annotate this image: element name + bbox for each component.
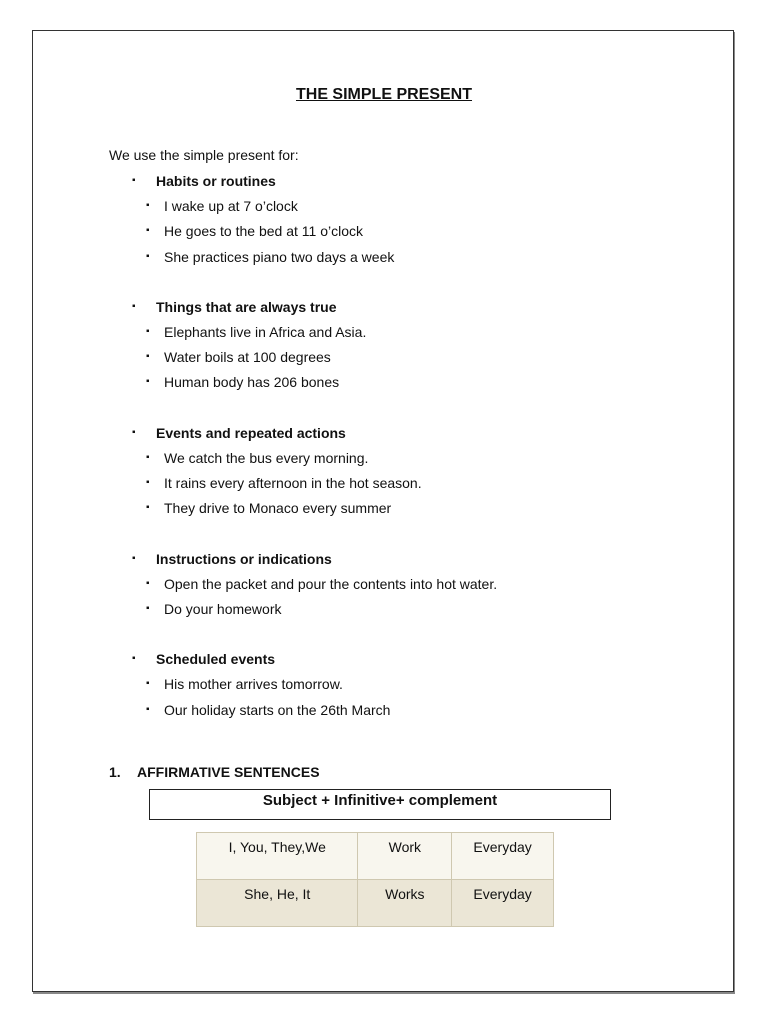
square-bullet-icon: ▪ <box>146 225 150 237</box>
section-repeated-actions <box>0 424 768 525</box>
verb-cell: Work <box>358 833 452 880</box>
list-item <box>0 499 768 524</box>
list-item-text: They drive to Monaco every summer <box>164 500 392 517</box>
section-heading <box>0 550 768 575</box>
subject-cell: She, He, It <box>197 880 358 927</box>
square-bullet-icon: ▪ <box>146 477 150 489</box>
section-heading-text: Habits or routines <box>156 173 276 189</box>
square-bullet-icon: ▪ <box>146 351 150 363</box>
list-item <box>0 197 768 222</box>
square-bullet-icon: ▪ <box>146 502 150 514</box>
square-bullet-icon: ▪ <box>146 577 150 589</box>
list-item <box>0 348 768 373</box>
section-always-true <box>0 298 768 399</box>
square-bullet-icon: ▪ <box>146 250 150 262</box>
list-item-text: She practices piano two days a week <box>164 248 395 265</box>
square-bullet-icon: ▪ <box>132 653 136 665</box>
square-bullet-icon: ▪ <box>146 678 150 690</box>
intro-text: We use the simple present for: <box>109 147 299 163</box>
square-bullet-icon: ▪ <box>132 552 136 564</box>
square-bullet-icon: ▪ <box>132 300 136 312</box>
section-heading-text: Instructions or indications <box>156 550 332 567</box>
section-scheduled-events <box>0 650 768 726</box>
list-item-text: Do your homework <box>164 600 282 617</box>
list-item-text: We catch the bus every morning. <box>164 449 369 466</box>
list-item-text: Our holiday starts on the 26th March <box>164 701 391 718</box>
list-item <box>0 449 768 474</box>
subject-cell: I, You, They,We <box>197 833 358 880</box>
square-bullet-icon: ▪ <box>132 426 136 438</box>
complement-cell: Everyday <box>452 880 554 927</box>
section-heading <box>0 650 768 675</box>
list-item-text: Elephants live in Africa and Asia. <box>164 323 367 340</box>
list-item <box>0 575 768 600</box>
square-bullet-icon: ▪ <box>146 376 150 388</box>
table-row <box>197 833 554 880</box>
section-heading <box>0 298 768 323</box>
list-item <box>0 600 768 625</box>
section-instructions <box>0 550 768 626</box>
affirmative-number: 1. <box>109 764 121 780</box>
section-heading-text: Events and repeated actions <box>156 424 346 441</box>
square-bullet-icon: ▪ <box>146 325 150 337</box>
square-bullet-icon: ▪ <box>146 602 150 614</box>
list-item-text: His mother arrives tomorrow. <box>164 676 343 693</box>
list-item-text: I wake up at 7 o’clock <box>164 198 298 214</box>
table-row <box>197 880 554 927</box>
list-item <box>0 701 768 726</box>
section-heading <box>0 172 768 197</box>
section-habits <box>0 172 768 273</box>
list-item <box>0 675 768 700</box>
square-bullet-icon: ▪ <box>146 451 150 463</box>
affirmative-heading-text: AFFIRMATIVE SENTENCES <box>137 764 320 780</box>
list-item <box>0 373 768 398</box>
list-item <box>0 474 768 499</box>
list-item-text: It rains every afternoon in the hot season. <box>164 475 422 492</box>
list-item-text: He goes to the bed at 11 o’clock <box>164 223 363 240</box>
formula-box: Subject + Infinitive+ complement <box>149 789 611 820</box>
section-heading-text: Scheduled events <box>156 651 276 668</box>
square-bullet-icon: ▪ <box>132 175 136 186</box>
list-item-text: Human body has 206 bones <box>164 374 340 391</box>
conjugation-table <box>196 832 554 927</box>
square-bullet-icon: ▪ <box>146 703 150 715</box>
list-item-text: Water boils at 100 degrees <box>164 349 331 366</box>
list-item <box>0 323 768 348</box>
list-item-text: Open the packet and pour the contents into hot water. <box>164 575 498 592</box>
list-item <box>0 248 768 273</box>
usage-sections <box>0 172 768 751</box>
section-heading <box>0 424 768 449</box>
page-title: THE SIMPLE PRESENT <box>295 86 473 103</box>
square-bullet-icon: ▪ <box>146 200 150 211</box>
list-item <box>0 222 768 247</box>
complement-cell: Everyday <box>452 833 554 880</box>
affirmative-heading <box>109 764 320 780</box>
verb-cell: Works <box>358 880 452 927</box>
section-heading-text: Things that are always true <box>156 298 337 315</box>
